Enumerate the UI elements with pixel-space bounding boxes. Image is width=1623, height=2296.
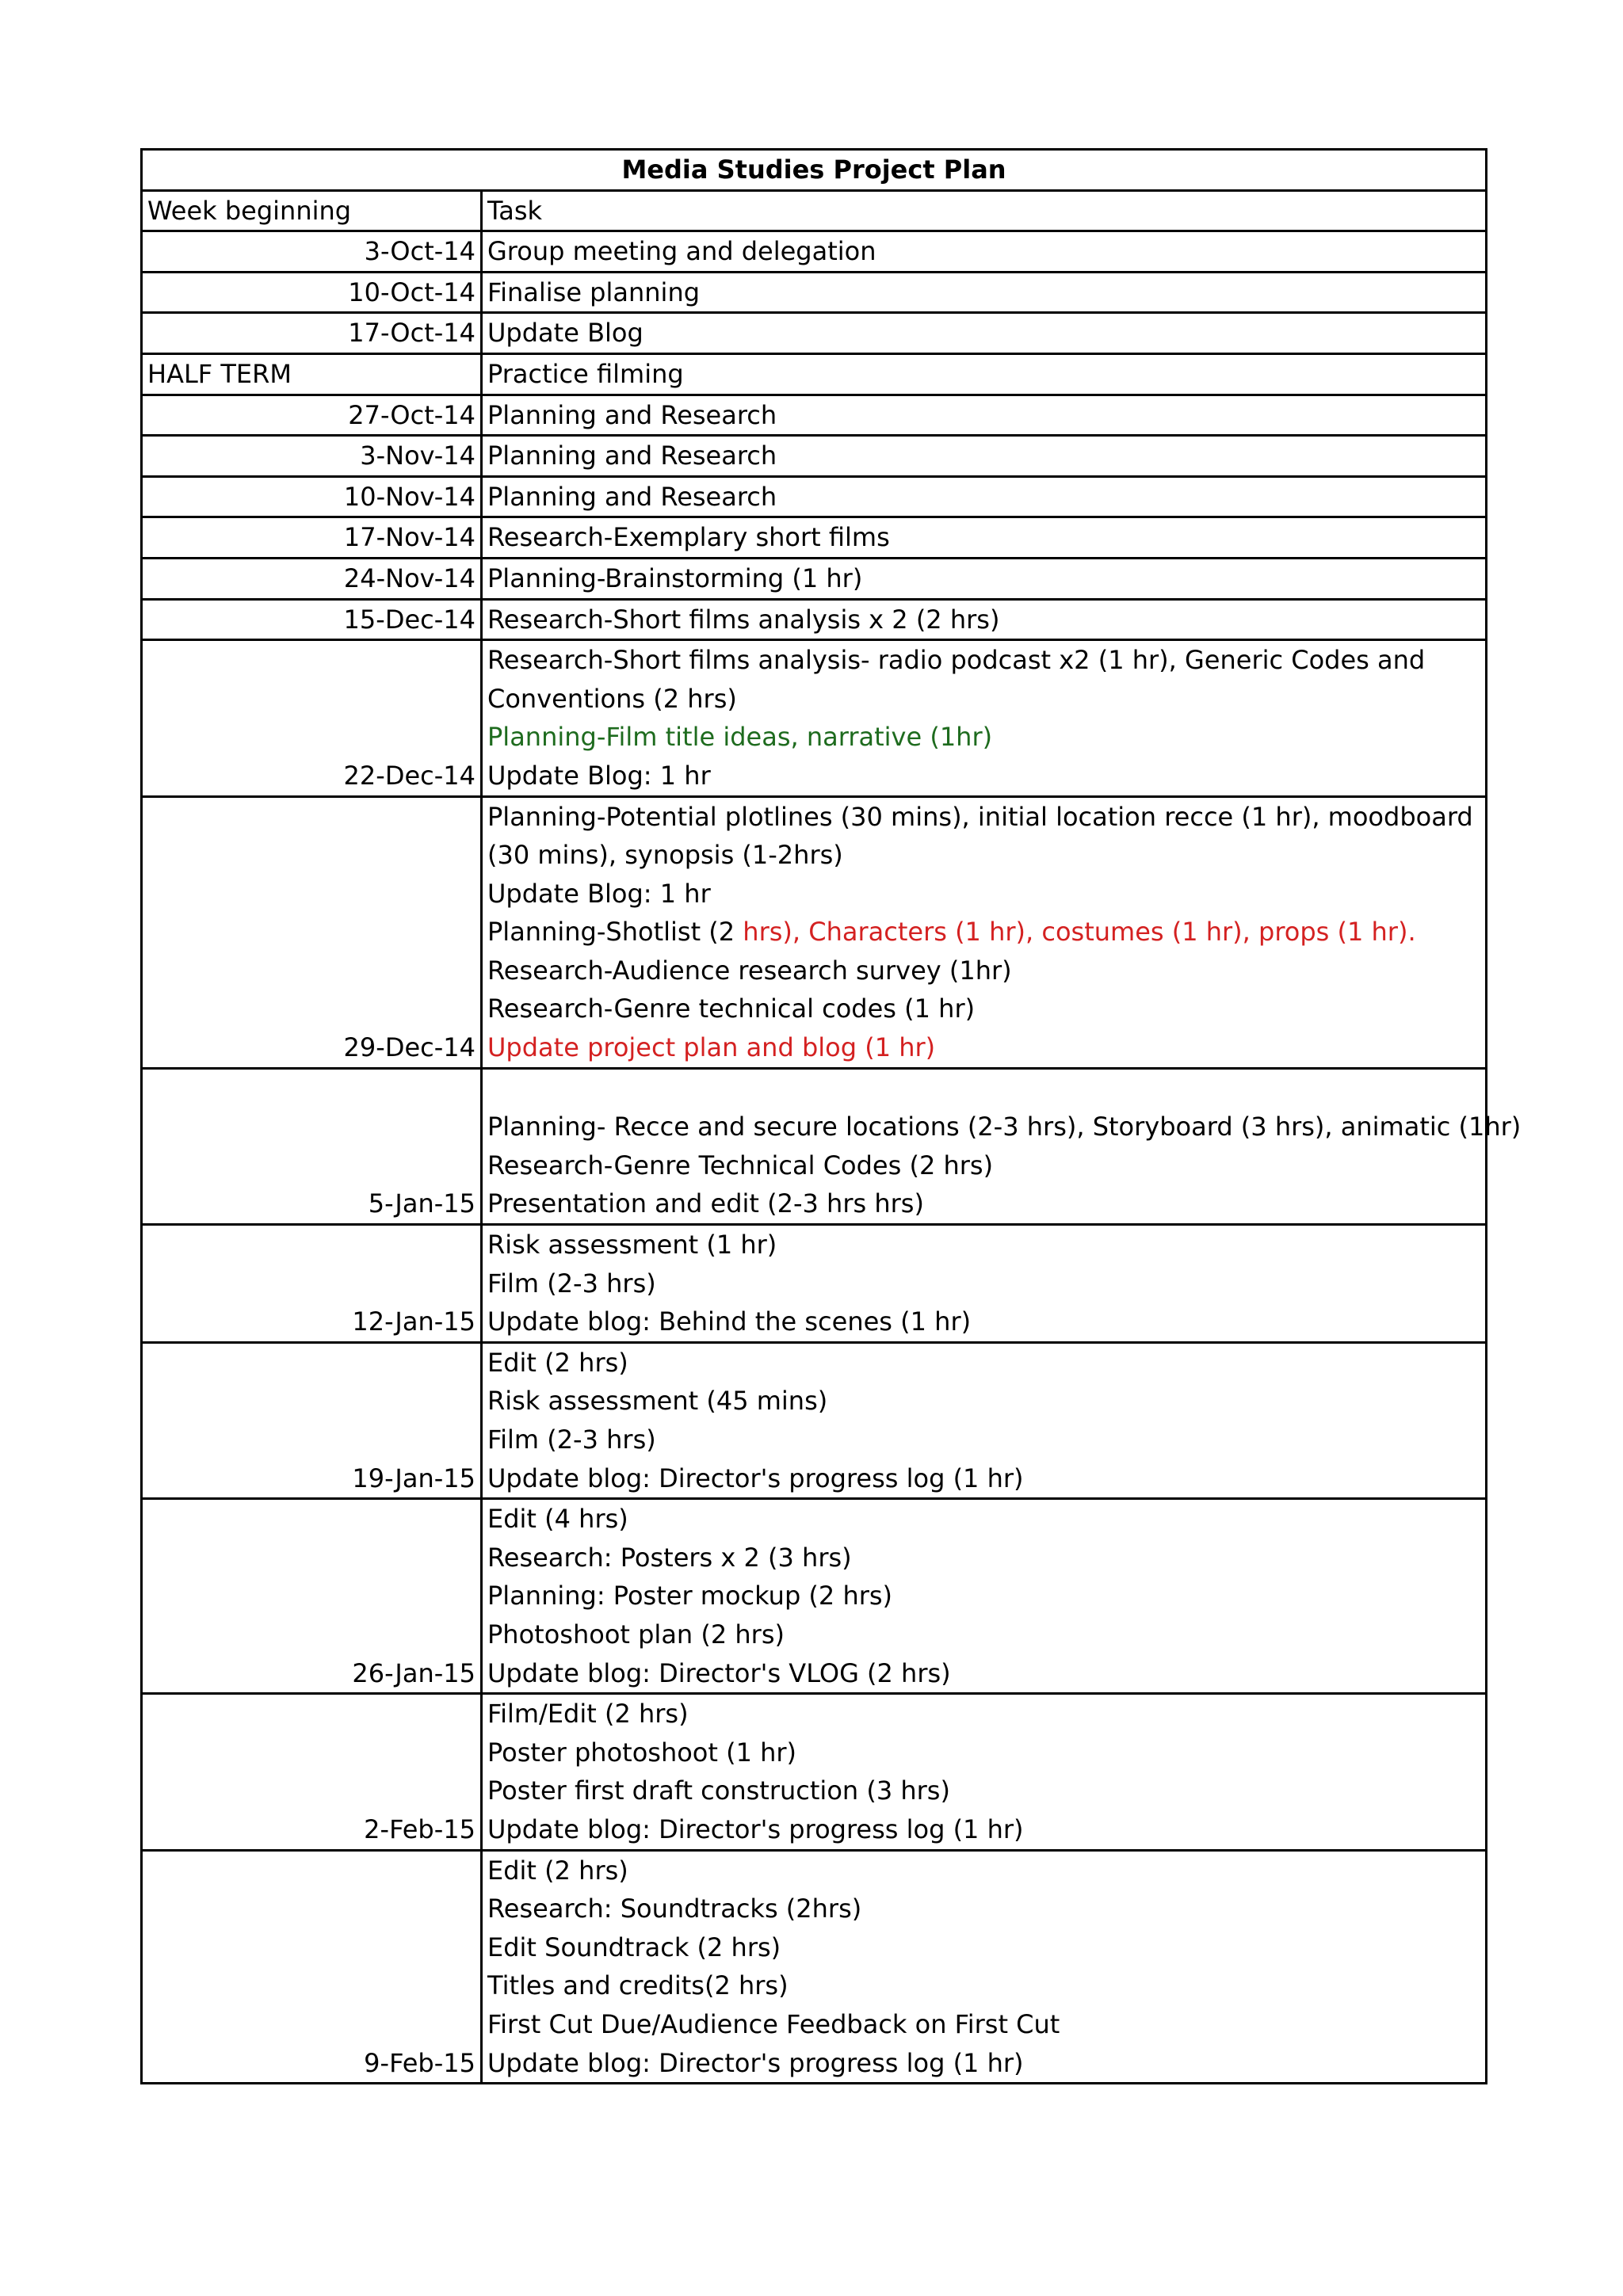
task-text: Edit (2 hrs) [487, 1347, 628, 1378]
week-cell: 22-Dec-14 [142, 640, 482, 796]
task-cell [482, 1850, 1487, 2084]
task-line [487, 1772, 1480, 1810]
week-cell: 27-Oct-14 [142, 395, 482, 436]
table-row [142, 640, 1487, 796]
task-cell [482, 796, 1487, 1068]
task-text: Update Blog: 1 hr [487, 878, 711, 909]
task-cell [482, 599, 1487, 640]
task-text: Planning: Poster mockup (2 hrs) [487, 1581, 893, 1611]
week-cell: 5-Jan-15 [142, 1068, 482, 1224]
task-line [487, 1577, 1480, 1615]
task-line [487, 355, 1480, 394]
table-row [142, 1850, 1487, 2084]
table-row [142, 558, 1487, 599]
task-text: Film/Edit (2 hrs) [487, 1699, 689, 1730]
task-line [487, 2005, 1480, 2044]
task-text: Update blog: Director's progress log (1 hr) [487, 2047, 1024, 2078]
task-line [487, 232, 1480, 271]
task-text: Update blog: Director's progress log (1 hr) [487, 1463, 1024, 1493]
task-line [487, 1302, 1480, 1341]
task-text: Update project plan and blog (1 hr) [487, 1032, 936, 1063]
table-row [142, 313, 1487, 354]
week-cell: 29-Dec-14 [142, 796, 482, 1068]
task-cell [482, 640, 1487, 796]
task-text: Photoshoot plan (2 hrs) [487, 1619, 785, 1650]
table-row [142, 1694, 1487, 1850]
task-line [487, 1615, 1480, 1654]
task-text: Film (2-3 hrs) [487, 1268, 656, 1299]
task-cell [482, 395, 1487, 436]
task-line [487, 913, 1480, 952]
task-line [487, 601, 1480, 639]
task-text: Update blog: Behind the scenes (1 hr) [487, 1306, 972, 1337]
project-plan-table [140, 148, 1522, 2084]
task-line [487, 478, 1480, 517]
task-text: Research-Genre Technical Codes (2 hrs) [487, 1150, 994, 1180]
table-row [142, 1225, 1487, 1343]
task-text: Group meeting and delegation [487, 236, 876, 267]
table-row [142, 599, 1487, 640]
task-text: Planning and Research [487, 399, 777, 430]
task-line [487, 1890, 1480, 1928]
task-text: Presentation and edit (2-3 hrs hrs) [487, 1188, 924, 1219]
task-text: Poster first draft construction (3 hrs) [487, 1775, 950, 1806]
task-line [487, 1695, 1480, 1733]
task-cell [482, 1499, 1487, 1694]
task-line [487, 437, 1480, 475]
task-line [487, 1810, 1480, 1849]
task-text: First Cut Due/Audience Feedback on First Cut [487, 2008, 1060, 2039]
task-text: Research-Short films analysis- radio podcast x2 (1 hr), Generic Codes and [487, 645, 1426, 676]
task-line [487, 1966, 1480, 2005]
week-cell: HALF TERM [142, 353, 482, 395]
task-text: Research: Posters x 2 (3 hrs) [487, 1542, 852, 1573]
task-cell [482, 1342, 1487, 1498]
page-title: Media Studies Project Plan [142, 150, 1487, 191]
task-text: Research-Audience research survey (1hr) [487, 955, 1012, 986]
task-text: Research-Genre technical codes (1 hr) [487, 994, 976, 1024]
task-line [487, 1928, 1480, 1967]
task-line [487, 1733, 1480, 1772]
task-text: Update blog: Director's VLOG (2 hrs) [487, 1657, 951, 1688]
task-line [487, 1852, 1480, 1890]
task-text: Risk assessment (1 hr) [487, 1230, 777, 1261]
task-text: Research: Soundtracks (2hrs) [487, 1894, 862, 1924]
task-text: Planning-Brainstorming (1 hr) [487, 563, 863, 593]
task-text: Planning-Film title ideas, narrative (1hr) [487, 722, 993, 753]
task-line [487, 1421, 1480, 1459]
task-text: Film (2-3 hrs) [487, 1425, 656, 1455]
task-line [487, 798, 1480, 837]
task-text: Finalise planning [487, 277, 701, 307]
task-text: Planning-Shotlist (2 [487, 917, 743, 948]
task-cell [482, 517, 1487, 559]
task-cell [482, 313, 1487, 354]
task-text: Risk assessment (45 mins) [487, 1386, 828, 1417]
task-cell [482, 231, 1487, 273]
task-line [487, 990, 1480, 1028]
task-line [487, 1226, 1480, 1264]
table-row [142, 353, 1487, 395]
week-cell: 12-Jan-15 [142, 1225, 482, 1343]
table-row [142, 231, 1487, 273]
table-row [142, 476, 1487, 517]
task-text: Update blog: Director's progress log (1 hr) [487, 1814, 1024, 1844]
week-header: Week beginning [142, 190, 482, 231]
task-cell [482, 353, 1487, 395]
task-cell [482, 1068, 1522, 1224]
task-cell [482, 476, 1487, 517]
week-cell: 10-Nov-14 [142, 476, 482, 517]
task-text: Planning and Research [487, 441, 777, 471]
task-cell [482, 436, 1487, 477]
task-line [487, 836, 1480, 875]
table-row [142, 272, 1487, 313]
table-row [142, 395, 1487, 436]
table-row [142, 517, 1487, 559]
table-row [142, 1068, 1487, 1224]
task-cell [482, 558, 1487, 599]
task-text: Planning- Recce and secure locations (2-3 hrs), Storyboard (3 hrs), animatic (1hr) [487, 1112, 1522, 1142]
task-cell [482, 1225, 1487, 1343]
task-line [487, 1459, 1480, 1498]
task-text: Conventions (2 hrs) [487, 683, 737, 714]
task-text: Research-Short films analysis x 2 (2 hrs) [487, 604, 1000, 635]
week-cell: 17-Oct-14 [142, 313, 482, 354]
week-cell: 10-Oct-14 [142, 272, 482, 313]
task-text: Planning and Research [487, 481, 777, 512]
task-line [487, 718, 1480, 757]
task-text: Update Blog [487, 318, 643, 349]
task-line [487, 1500, 1480, 1539]
task-line [487, 1184, 1480, 1223]
task-text: Research-Exemplary short films [487, 522, 890, 553]
task-line [487, 1146, 1480, 1185]
task-line [487, 518, 1480, 557]
task-line [487, 396, 1480, 435]
task-line [487, 875, 1480, 913]
task-cell [482, 272, 1487, 313]
task-line [487, 1264, 1480, 1303]
task-text: Poster photoshoot (1 hr) [487, 1737, 797, 1768]
task-text: Update Blog: 1 hr [487, 760, 711, 791]
week-cell: 3-Nov-14 [142, 436, 482, 477]
task-text: Planning-Potential plotlines (30 mins), initial location recce (1 hr), moodboard [487, 801, 1473, 832]
table-row [142, 436, 1487, 477]
task-line [487, 1539, 1480, 1577]
task-cell [482, 1694, 1487, 1850]
week-cell: 26-Jan-15 [142, 1499, 482, 1694]
task-line [487, 2044, 1480, 2083]
week-cell: 3-Oct-14 [142, 231, 482, 273]
week-cell: 24-Nov-14 [142, 558, 482, 599]
title-row [142, 150, 1487, 191]
table-row [142, 1342, 1487, 1498]
task-line [487, 1382, 1480, 1421]
week-cell: 9-Feb-15 [142, 1850, 482, 2084]
task-line [487, 1344, 1480, 1383]
task-line [487, 559, 1480, 598]
table-row [142, 1499, 1487, 1694]
task-text: Practice filming [487, 358, 684, 389]
task-line [487, 680, 1480, 719]
header-row [142, 190, 1487, 231]
task-text: Titles and credits(2 hrs) [487, 1970, 789, 2001]
table-row [142, 796, 1487, 1068]
week-cell: 15-Dec-14 [142, 599, 482, 640]
task-line [487, 952, 1480, 990]
week-cell: 17-Nov-14 [142, 517, 482, 559]
task-line [487, 273, 1480, 312]
task-line [487, 1108, 1522, 1146]
task-line [487, 314, 1480, 353]
week-cell: 2-Feb-15 [142, 1694, 482, 1850]
task-text: Edit Soundtrack (2 hrs) [487, 1932, 781, 1962]
task-text: hrs), Characters (1 hr), costumes (1 hr), props (1 hr). [743, 917, 1416, 948]
task-line [487, 1028, 1480, 1067]
task-line [487, 641, 1480, 680]
task-text: Edit (4 hrs) [487, 1504, 628, 1535]
task-line [487, 757, 1480, 795]
task-text: Edit (2 hrs) [487, 1855, 628, 1886]
task-header: Task [482, 190, 1487, 231]
task-text: (30 mins), synopsis (1-2hrs) [487, 840, 843, 871]
task-line [487, 1654, 1480, 1693]
week-cell: 19-Jan-15 [142, 1342, 482, 1498]
blank-line [487, 1070, 1480, 1108]
